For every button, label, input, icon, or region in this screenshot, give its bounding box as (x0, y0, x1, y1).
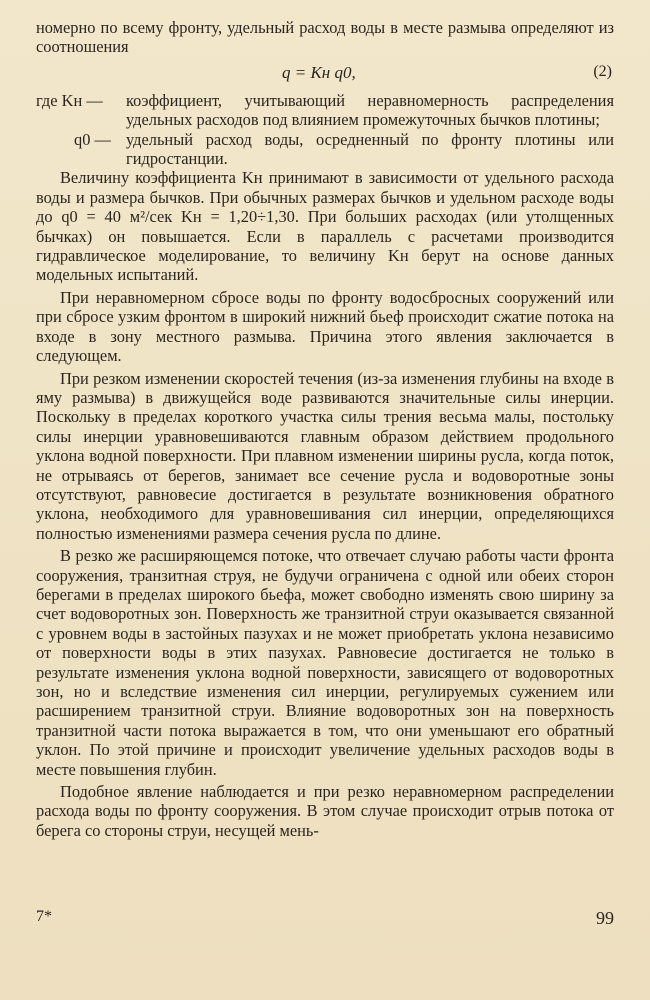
signature-mark: 7* (36, 908, 52, 925)
definition-q0 (36, 130, 614, 169)
paragraph-flow-separation: Подобное явление наблюдается и при резко неравномерном распределении расхода воды по фронту сооружения. В этом случае происходит отрыв потока от берега со стороны струи, несущей мень- (36, 782, 614, 840)
paragraph-uneven-discharge: При неравномерном сбросе воды по фронту водосбросных сооружений или при сбросе узким фронтом в широкий нижний бьеф происходит сжатие потока на входе в зону местного размыва. Причина этого явления заключается в следующем. (36, 287, 614, 366)
definition-symbol: q0 — (74, 129, 111, 149)
paragraph-expanding-flow: В резко же расширяющемся потоке, что отвечает случаю работы части фронта сооружения, транзитная струя, не будучи ограничена с одной или обеих сторон берегами в пределах широкого бьефа, может свободно изменять свою ширину за счет водоворотных зон. Поверхность же транзитной струи оказывается связанной с уровнем воды в застойных пазухах и не может приобретать уклона независимо от поверхности воды в этих пазухах. Равновесие достигается не только в результате изменения уклона водной поверхности, зависящего от водоворотных зон, но и вследствие изменения сил инерции, регулируемых сужением или расширением транзитной струи. Влияние водоворотных зон на поверхность транзитной части потока выражается в том, что они уменьшают его обратный уклон. По этой причине и происходит увеличение удельных расходов воды в месте повышения глубин. (36, 546, 614, 779)
definition-text: удельный расход воды, осредненный по фронту плотины или гидростанции. (126, 129, 614, 169)
paragraph-intro: номерно по всему фронту, удельный расход воды в месте размыва определяют из соотношения (36, 18, 614, 57)
page-number: 99 (596, 908, 614, 928)
formula-row (36, 59, 614, 89)
equation-number: (2) (593, 62, 612, 80)
paragraph-inertia: При резком изменении скоростей течения (из-за изменения глубины на входе в яму размыва) в движущейся воде развиваются значительные силы инерции. Поскольку в пределах короткого участка силы трения весьма малы, постольку силы инерции уравновешиваются главным образом действием продольного уклона водной поверхности. При плавном изменении ширины русла, когда поток, не отрываясь от берегов, занимает все сечение русла и водоворотные зоны отсутствуют, равновесие достигается в результате возникновения обратного уклона, необходимого для уравновешивания сил инерции, определяющихся полностью изменениями размера сечения русла по длине. (36, 368, 614, 543)
definition-kn (36, 91, 614, 130)
formula: q = Kн q0, (282, 62, 356, 82)
definition-text: коэффициент, учитывающий неравномерность распределения удельных расходов под влиянием промежуточных бычков плотины; (126, 90, 614, 130)
definition-symbol: где Kн — (36, 90, 103, 110)
paragraph-coefficient: Величину коэффициента Kн принимают в зависимости от удельного расхода воды и размера бычков. При обычных размерах бычков и удельном расходе воды до q0 = 40 м²/сек Kн = 1,20÷1,30. При больших расходах (или утолщенных бычках) он повышается. Если в параллель с расчетами производится гидравлическое моделирование, то величину Kн берут на основе данных модельных испытаний. (36, 168, 614, 285)
